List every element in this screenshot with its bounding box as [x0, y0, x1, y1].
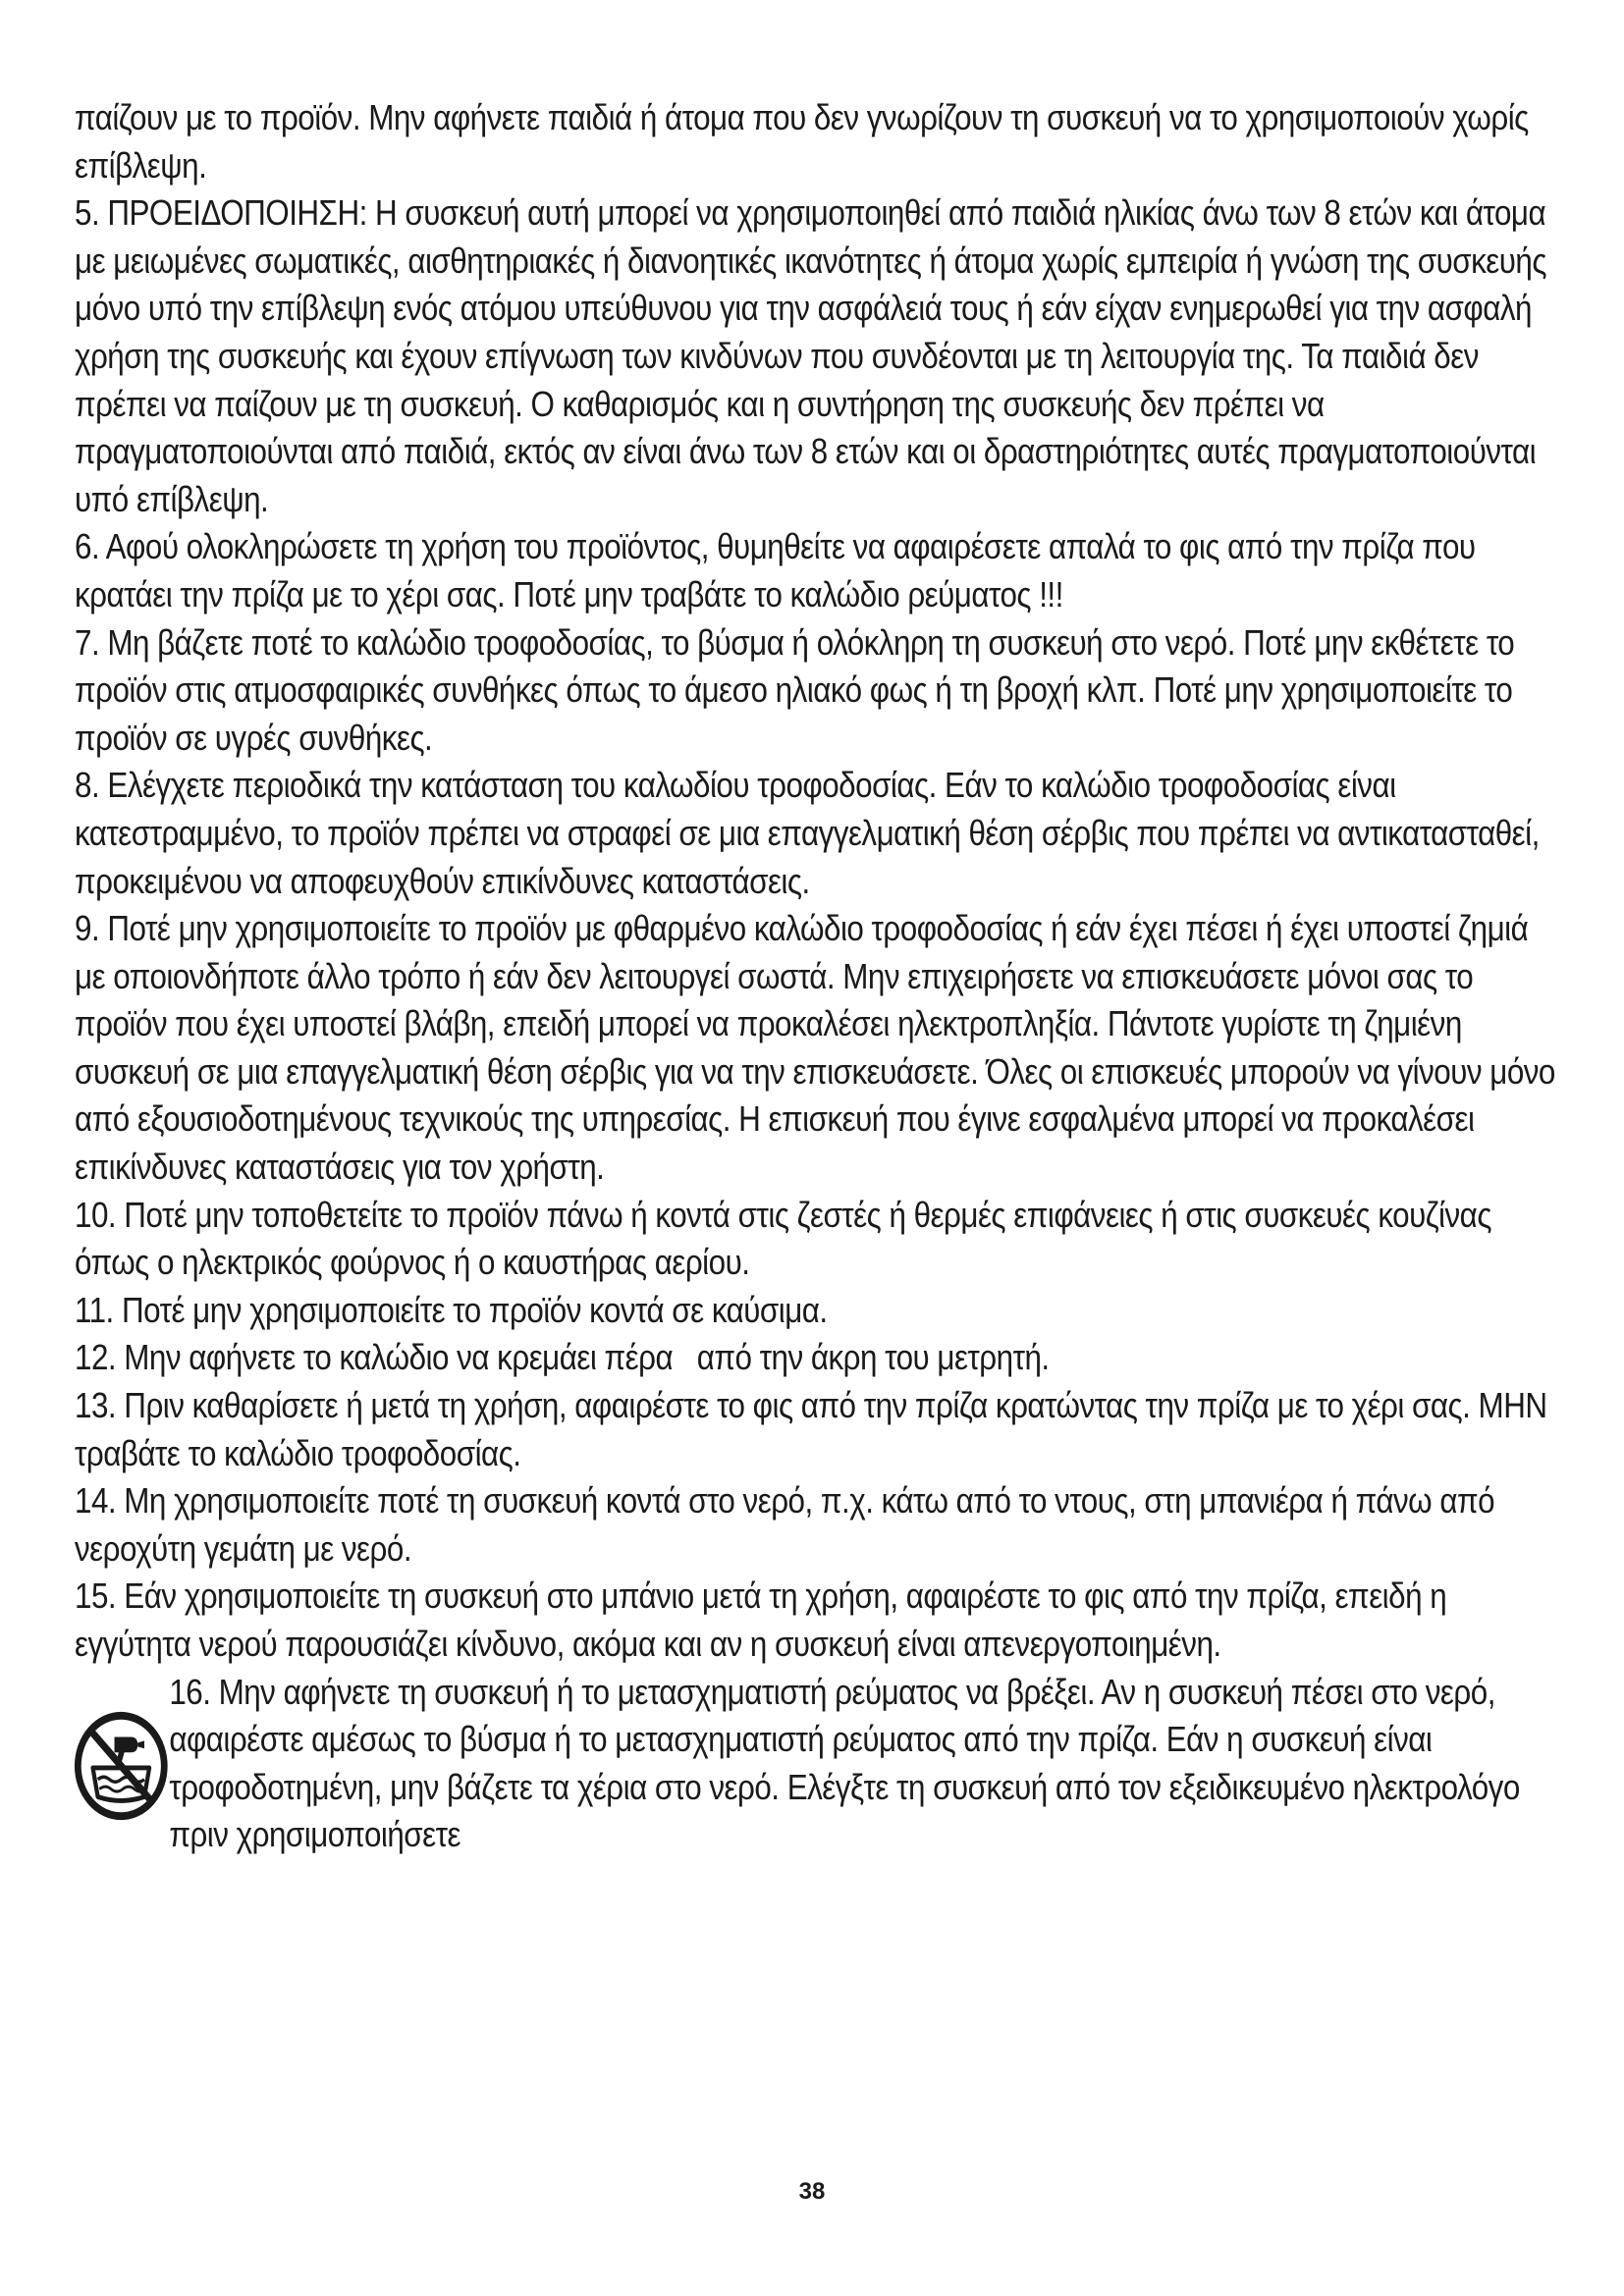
paragraph-item-16: 16. Μην αφήνετε τη συσκευή ή το μετασχηματιστή ρεύματος να βρέξει. Αν η συσκευή πέσει στο νερό, αφαιρέστε αμέσως το βύσμα ή το μετασχηματιστή ρεύματος από την πρίζα. Εάν η συσκευή είναι τροφοδοτημένη, μην βάζετε τα χέρια στο νερό. Ελέγξτε τη συσκευή από τον εξειδικευμένο ηλεκτρολόγο πριν χρησιμοποιήσετε [169, 1671, 1520, 1855]
paragraph-item-14: 14. Μη χρησιμοποιείτε ποτέ τη συσκευή κοντά στο νερό, π.χ. κάτω από το ντους, στη μπανιέρα ή πάνω από νεροχύτη γεμάτη με νερό. [75, 1480, 1495, 1569]
warning-block [75, 1669, 1520, 1859]
paragraph-item-9: 9. Ποτέ μην χρησιμοποιείτε το προϊόν με φθαρμένο καλώδιο τροφοδοσίας ή εάν έχει πέσει ή έχει υποστεί ζημιά με οποιονδήποτε άλλο τρόπο ή εάν δεν λειτουργεί σωστά. Μην επιχειρήσετε να επισκευάσετε μόνοι σας το προϊόν που έχει υποστεί βλάβη, επειδή μπορεί να προκαλέσει ηλεκτροπληξία. Πάντοτε γυρίστε τη ζημιένη συσκευή σε μια επαγγελματική θέση σέρβις για να την επισκευάσετε. Όλες οι επισκευές μπορούν να γίνουν μόνο από εξουσιοδοτημένους τεχνικούς της υπηρεσίας. Η επισκευή που έγινε εσφαλμένα μπορεί να προκαλέσει επικίνδυνες καταστάσεις για τον χρήστη. [75, 908, 1555, 1188]
paragraph-item-7: 7. Μη βάζετε ποτέ το καλώδιο τροφοδοσίας, το βύσμα ή ολόκληρη τη συσκευή στο νερό. Ποτέ μην εκθέτετε το προϊόν στις ατμοσφαιρικές συνθήκες όπως το άμεσο ηλιακό φως ή τη βροχή κλπ. Ποτέ μην χρησιμοποιείτε το προϊόν σε υγρές συνθήκες. [75, 621, 1515, 758]
paragraph-item-13: 13. Πριν καθαρίσετε ή μετά τη χρήση, αφαιρέστε το φις από την πρίζα κρατώντας την πρίζα με το χέρι σας. ΜΗΝ τραβάτε το καλώδιο τροφοδοσίας. [75, 1385, 1547, 1473]
document-body [75, 94, 1555, 1859]
paragraph-item-8: 8. Ελέγχετε περιοδικά την κατάσταση του καλωδίου τροφοδοσίας. Εάν το καλώδιο τροφοδοσίας είναι κατεστραμμένο, το προϊόν πρέπει να στραφεί σε μια επαγγελματική θέση σέρβις που πρέπει να αντικατασταθεί, προκειμένου να αποφευχθούν επικίνδυνες καταστάσεις. [75, 765, 1540, 901]
paragraph-item-11: 11. Ποτέ μην χρησιμοποιείτε το προϊόν κοντά σε καύσιμα. [75, 1289, 828, 1330]
paragraph-item-12: 12. Μην αφήνετε το καλώδιο να κρεμάει πέρα από την άκρη του μετρητή. [75, 1337, 1050, 1378]
paragraph-item-6: 6. Αφού ολοκληρώσετε τη χρήση του προϊόντος, θυμηθείτε να αφαιρέσετε απαλά το φις από την πρίζα που κρατάει την πρίζα με το χέρι σας. Ποτέ μην τραβάτε το καλώδιο ρεύματος !!! [75, 526, 1476, 614]
paragraph-item-5: 5. ΠΡΟΕΙΔΟΠΟΙΗΣΗ: Η συσκευή αυτή μπορεί να χρησιμοποιηθεί από παιδιά ηλικίας άνω των 8 ετών και άτομα με μειωμένες σωματικές, αισθητηριακές ή διανοητικές ικανότητες ή άτομα χωρίς εμπειρία ή γνώση της συσκευής μόνο υπό την επίβλεψη ενός ατόμου υπεύθυνου για την ασφάλειά τους ή εάν είχαν ενημερωθεί για την ασφαλή χρήση της συσκευής και έχουν επίγνωση των κινδύνων που συνδέονται με τη λειτουργία της. Τα παιδιά δεν πρέπει να παίζουν με τη συσκευή. Ο καθαρισμός και η συντήρηση της συσκευής δεν πρέπει να πραγματοποιούνται από παιδιά, εκτός αν είναι άνω των 8 ετών και οι δραστηριότητες αυτές πραγματοποιούνται υπό επίβλεψη. [75, 192, 1546, 519]
page-number: 38 [798, 2178, 826, 2205]
paragraph-item-15: 15. Εάν χρησιμοποιείτε τη συσκευή στο μπάνιο μετά τη χρήση, αφαιρέστε το φις από την πρίζα, επειδή η εγγύτητα νερού παρουσιάζει κίνδυνο, ακόμα και αν η συσκευή είναι απενεργοποιημένη. [75, 1575, 1447, 1664]
paragraph-continued: παίζουν με το προϊόν. Μην αφήνετε παιδιά ή άτομα που δεν γνωρίζουν τη συσκευή να το χρησιμοποιούν χωρίς επίβλεψη. [75, 97, 1529, 186]
paragraph-item-10: 10. Ποτέ μην τοποθετείτε το προϊόν πάνω ή κοντά στις ζεστές ή θερμές επιφάνειες ή στις συσκευές κουζίνας όπως ο ηλεκτρικός φούρνος ή ο καυστήρας αερίου. [75, 1194, 1491, 1283]
no-appliance-in-water-icon [72, 1708, 171, 1824]
